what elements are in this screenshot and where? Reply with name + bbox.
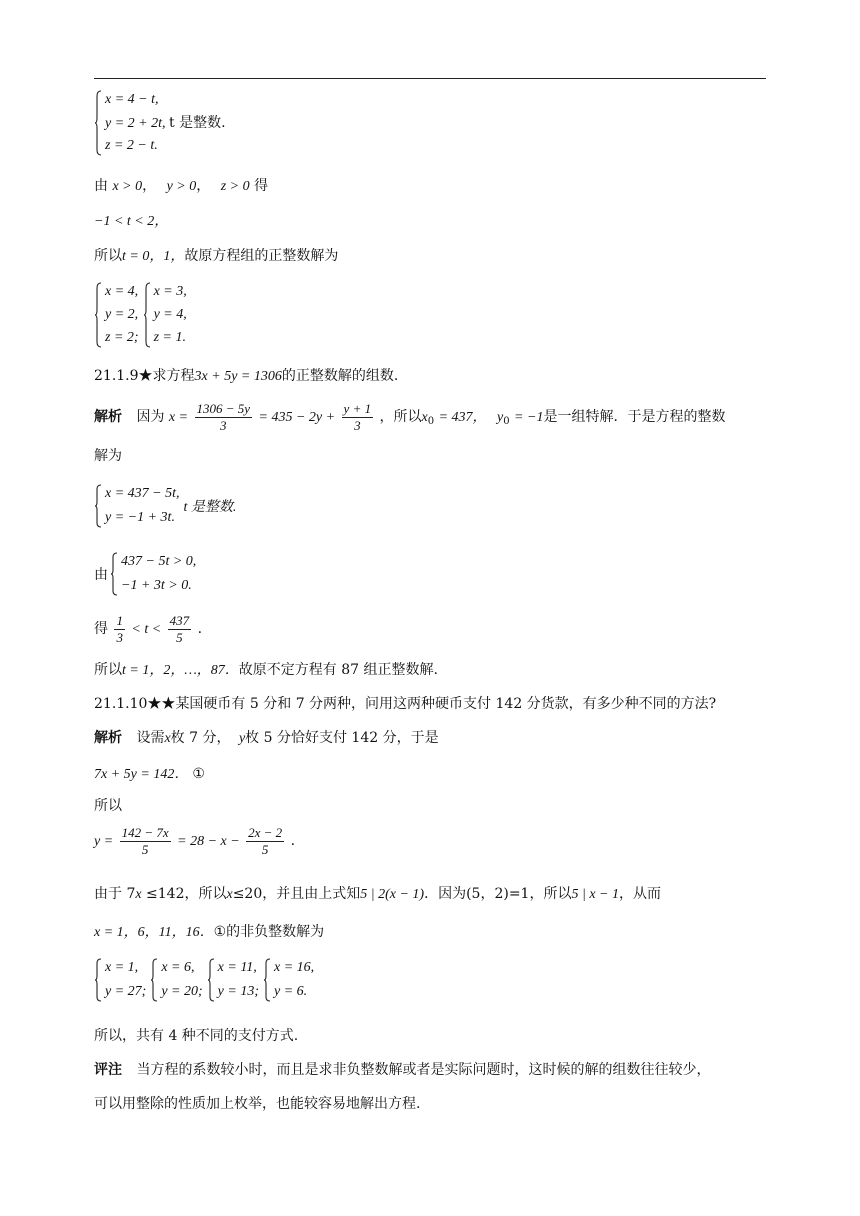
sys-row: y = 20;	[161, 984, 203, 999]
brace-icon	[94, 90, 102, 156]
condition-line: 由 x > 0， y > 0， z > 0 得	[94, 178, 269, 194]
brace-icon	[143, 282, 151, 348]
fraction: $\frac{437}{5}$	[169, 612, 190, 645]
problem-21-1-9: 21.1.9★求方程3x + 5y = 1306的正整数解的组数.	[94, 368, 399, 384]
sys-row: x = 4 − t,	[105, 92, 159, 107]
remark-label: 评注	[94, 1062, 122, 1078]
sys-row: y = 2 + 2t, t 是整数.	[105, 114, 226, 131]
header-rule	[94, 78, 766, 79]
brace-icon	[94, 958, 102, 1002]
equation-2: y = $\frac{142 - 7x}{5}$ = 28 − x − $\frac{2x - 2}{5}$ .	[94, 824, 296, 857]
conclusion-9: 所以t = 1，2，…，87．故原不定方程有 87 组正整数解.	[94, 662, 438, 678]
fraction: $\frac{2x - 2}{5}$	[248, 824, 283, 857]
sys-note: t 是整数.	[169, 114, 226, 131]
solution-systems-10	[94, 958, 314, 1002]
sys-row: y = 13;	[217, 984, 259, 999]
brace-icon	[150, 958, 158, 1002]
solution-system-a	[94, 282, 187, 348]
sys-row: y = 27;	[105, 984, 147, 999]
sys-row: x = 1,	[105, 960, 139, 975]
solution-label: 解析	[94, 730, 122, 746]
fraction: $\frac{1}{3}$	[116, 612, 123, 645]
equation-system-top	[94, 90, 226, 156]
sys-row: z = 2 − t.	[105, 138, 158, 153]
fraction: $\frac{142 - 7x}{5}$	[121, 824, 169, 857]
sys-prefix: 由	[94, 567, 108, 583]
sys-row: x = 4,	[105, 284, 139, 299]
sys-row: −1 + 3t > 0.	[121, 578, 192, 593]
solution-label: 解析	[94, 409, 122, 425]
so-line: 所以t = 0，1，故原方程组的正整数解为	[94, 248, 339, 264]
inequality-system-9	[94, 552, 196, 596]
sys-row: x = 437 − 5t,	[105, 486, 180, 501]
sys-row: 437 − 5t > 0,	[121, 554, 197, 569]
sys-row: y = 6.	[273, 984, 308, 999]
brace-icon	[110, 552, 118, 596]
sys-row: z = 1.	[153, 330, 186, 345]
range-line-9: 得 $\frac{1}{3}$ < t < $\frac{437}{5}$ .	[94, 612, 203, 645]
range-line: −1 < t < 2，	[94, 214, 169, 229]
sys-row: y = 4,	[153, 307, 187, 322]
fraction: $\frac{y + 1}{3}$	[343, 400, 372, 433]
solution-line-9: 解析 因为 x = $\frac{1306 - 5y}{3}$ = 435 − 2y + $\frac{y + 1}{3}$ ，所以$x_0 = 437$， $y_0 = -1$是一组特解．于是方程的整数	[94, 400, 726, 433]
equation-system-9	[94, 484, 236, 528]
remark-line-2: 可以用整除的性质加上枚举，也能较容易地解出方程.	[94, 1096, 421, 1112]
sys-row: x = 6,	[161, 960, 195, 975]
fraction: $\frac{1306 - 5y}{3}$	[196, 400, 251, 433]
brace-icon	[94, 484, 102, 528]
brace-icon	[263, 958, 271, 1002]
x-values-line: x = 1，6，11，16．①的非负整数解为	[94, 924, 325, 940]
sys-row: x = 11,	[217, 960, 257, 975]
brace-icon	[207, 958, 215, 1002]
sys-row: z = 2;	[105, 330, 139, 345]
sys-row: y = 2,	[105, 307, 139, 322]
sys-row: y = −1 + 3t.	[105, 510, 175, 525]
conclusion-10: 所以，共有 4 种不同的支付方式.	[94, 1028, 299, 1044]
solution-cont: 解为	[94, 448, 122, 464]
sys-row: x = 16,	[273, 960, 315, 975]
remark-line-1: 评注 当方程的系数较小时，而且是求非负整数解或者是实际问题时，这时候的解的组数往往较少，	[94, 1062, 711, 1078]
sys-row: x = 3,	[153, 284, 187, 299]
sys-note: t 是整数.	[183, 500, 237, 515]
problem-21-1-10: 21.1.10★★某国硬币有 5 分和 7 分两种，问用这两种硬币支付 142 分货款，有多少种不同的方法?	[94, 696, 717, 712]
equation-1: 7x + 5y = 142． ①	[94, 766, 205, 782]
so-line-10: 所以	[94, 798, 122, 814]
solution-line-10: 解析 设需x枚 7 分， y枚 5 分恰好支付 142 分，于是	[94, 730, 439, 746]
brace-icon	[94, 282, 102, 348]
divisibility-line: 由于 7x ≤142，所以x≤20，并且由上式知5 | 2(x − 1)．因为(5，2)=1，所以5 | x − 1，从而	[94, 886, 661, 902]
